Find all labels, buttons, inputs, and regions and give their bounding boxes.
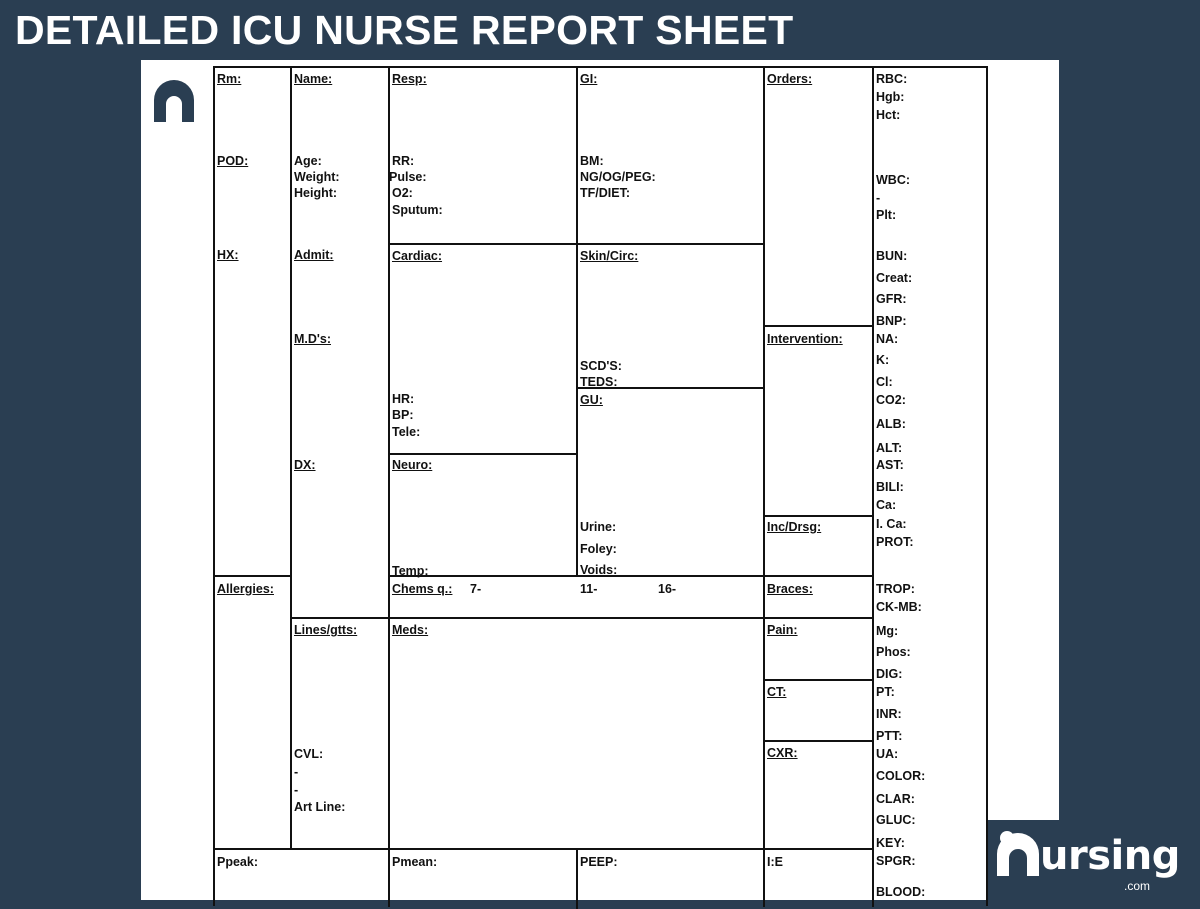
chems-time-11: 11- <box>580 582 598 596</box>
lab-label: WBC: <box>876 173 911 187</box>
lab-label: NA: <box>876 332 899 346</box>
lab-label: CLAR: <box>876 792 915 806</box>
cxr-label: CXR: <box>767 746 798 760</box>
mds-label: M.D's: <box>294 332 331 346</box>
lab-label: Hct: <box>876 108 901 122</box>
pod-label: POD: <box>217 154 249 168</box>
voids-label: Voids: <box>580 563 618 577</box>
lab-label: COLOR: <box>876 769 926 783</box>
urine-label: Urine: <box>580 520 617 534</box>
lab-label: K: <box>876 353 890 367</box>
room-label: Rm: <box>217 72 242 86</box>
lab-label: BLOOD: <box>876 885 926 899</box>
rr-label: RR: <box>392 154 415 168</box>
nursing-logo-n-icon <box>995 828 1041 878</box>
ct-label: CT: <box>767 685 787 699</box>
nursing-n-logo-icon <box>150 78 198 126</box>
cardiac-header: Cardiac: <box>392 249 443 263</box>
admit-label: Admit: <box>294 248 334 262</box>
allergies-label: Allergies: <box>217 582 274 596</box>
hr-label: HR: <box>392 392 415 406</box>
lab-label: - <box>876 191 881 205</box>
art-line-label: Art Line: <box>294 800 346 814</box>
lab-label: RBC: <box>876 72 908 86</box>
lab-label: Plt: <box>876 208 897 222</box>
lab-label: BILI: <box>876 480 904 494</box>
lab-label: TROP: <box>876 582 915 596</box>
lab-label: Cl: <box>876 375 893 389</box>
bp-label: BP: <box>392 408 414 422</box>
cvl-label: CVL: <box>294 747 324 761</box>
temp-label: Temp: <box>392 564 429 578</box>
brand-name: ursing <box>1040 833 1180 879</box>
lines-gtts-label: Lines/gtts: <box>294 623 358 637</box>
age-label: Age: <box>294 154 322 168</box>
lab-label: INR: <box>876 707 902 721</box>
hx-label: HX: <box>217 248 239 262</box>
orders-label: Orders: <box>767 72 813 86</box>
skin-circ-header: Skin/Circ: <box>580 249 639 263</box>
chems-header: Chems q.: <box>392 582 453 596</box>
lab-label: UA: <box>876 747 899 761</box>
gu-header: GU: <box>580 393 603 407</box>
foley-label: Foley: <box>580 542 617 556</box>
lab-label: Mg: <box>876 624 899 638</box>
lab-label: GLUC: <box>876 813 916 827</box>
lab-label: GFR: <box>876 292 907 306</box>
lab-label: PROT: <box>876 535 914 549</box>
lab-label: BUN: <box>876 249 908 263</box>
lab-label: ALB: <box>876 417 906 431</box>
scds-label: SCD'S: <box>580 359 622 373</box>
lab-label: Ca: <box>876 498 897 512</box>
inc-drsg-label: Inc/Drsg: <box>767 520 822 534</box>
peep-label: PEEP: <box>580 855 618 869</box>
bm-label: BM: <box>580 154 604 168</box>
brand-suffix: .com <box>1124 879 1151 893</box>
ppeak-label: Ppeak: <box>217 855 258 869</box>
pulse-label: Pulse: <box>389 170 427 184</box>
tele-label: Tele: <box>392 425 421 439</box>
lab-label: Hgb: <box>876 90 905 104</box>
meds-header: Meds: <box>392 623 429 637</box>
gi-header: GI: <box>580 72 598 86</box>
resp-header: Resp: <box>392 72 427 86</box>
intervention-label: Intervention: <box>767 332 843 346</box>
o2-label: O2: <box>392 186 413 200</box>
lab-label: CO2: <box>876 393 906 407</box>
lab-label: AST: <box>876 458 904 472</box>
lab-label: I. Ca: <box>876 517 907 531</box>
height-label: Height: <box>294 186 338 200</box>
cvl-dash-1: - <box>294 765 299 779</box>
sputum-label: Sputum: <box>392 203 443 217</box>
name-label: Name: <box>294 72 333 86</box>
lab-label: KEY: <box>876 836 905 850</box>
teds-label: TEDS: <box>580 375 618 389</box>
page-title: DETAILED ICU NURSE REPORT SHEET <box>15 7 794 53</box>
lab-label: PTT: <box>876 729 903 743</box>
lab-label: Phos: <box>876 645 911 659</box>
lab-label: Creat: <box>876 271 913 285</box>
dx-label: DX: <box>294 458 316 472</box>
lab-label: ALT: <box>876 441 903 455</box>
neuro-header: Neuro: <box>392 458 433 472</box>
braces-label: Braces: <box>767 582 813 596</box>
lab-label: BNP: <box>876 314 907 328</box>
cvl-dash-2: - <box>294 783 299 797</box>
pmean-label: Pmean: <box>392 855 438 869</box>
lab-label: SPGR: <box>876 854 916 868</box>
chems-time-7: 7- <box>470 582 482 596</box>
lab-label: PT: <box>876 685 895 699</box>
ie-label: I:E <box>767 855 783 869</box>
pain-label: Pain: <box>767 623 798 637</box>
lab-label: CK-MB: <box>876 600 922 614</box>
chems-time-16: 16- <box>658 582 677 596</box>
ng-label: NG/OG/PEG: <box>580 170 656 184</box>
weight-label: Weight: <box>294 170 340 184</box>
lab-label: DIG: <box>876 667 903 681</box>
tf-diet-label: TF/DIET: <box>580 186 630 200</box>
